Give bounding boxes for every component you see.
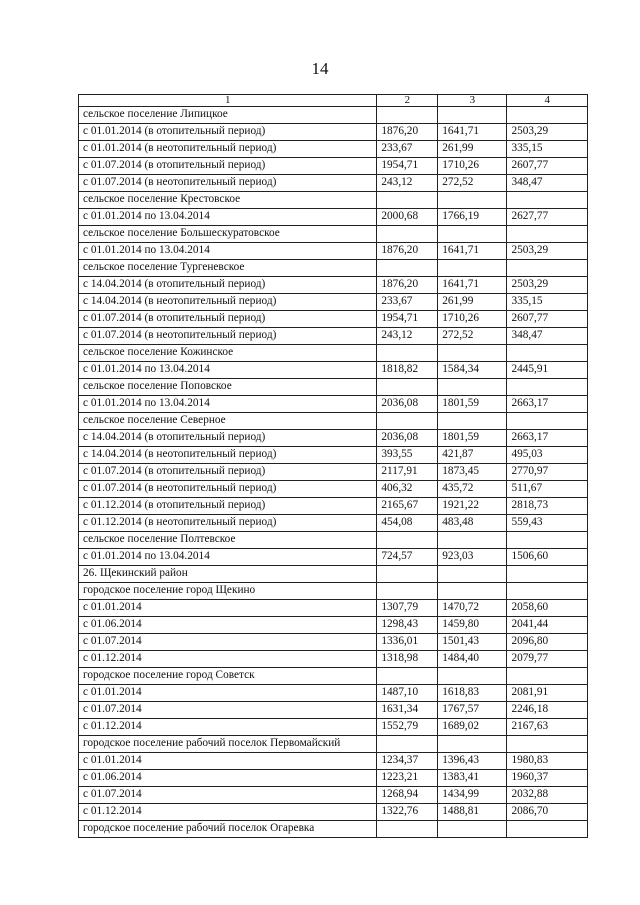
section-row: [79, 379, 588, 396]
value-cell: 724,57: [377, 549, 438, 566]
value-cell: 1954,71: [377, 158, 438, 175]
period-label: с 01.01.2014: [79, 600, 377, 617]
value-cell: [507, 532, 588, 549]
value-cell: [507, 821, 588, 838]
value-cell: 272,52: [438, 175, 507, 192]
table-row: [79, 124, 588, 141]
value-cell: 2165,67: [377, 498, 438, 515]
value-cell: [438, 413, 507, 430]
value-cell: [377, 583, 438, 600]
value-cell: 1584,34: [438, 362, 507, 379]
value-cell: [438, 107, 507, 124]
value-cell: 1954,71: [377, 311, 438, 328]
period-label: с 14.04.2014 (в отопительный период): [79, 277, 377, 294]
section-label: сельское поселение Крестовское: [79, 192, 377, 209]
value-cell: [438, 226, 507, 243]
section-label: сельское поселение Кожинское: [79, 345, 377, 362]
period-label: с 01.01.2014: [79, 753, 377, 770]
section-label: 26. Щекинский район: [79, 566, 377, 583]
section-label: сельское поселение Северное: [79, 413, 377, 430]
section-label: сельское поселение Большескуратовское: [79, 226, 377, 243]
value-cell: 2503,29: [507, 124, 588, 141]
value-cell: 1641,71: [438, 243, 507, 260]
value-cell: 261,99: [438, 294, 507, 311]
value-cell: 2096,80: [507, 634, 588, 651]
value-cell: [507, 566, 588, 583]
period-label: с 01.07.2014 (в неотопительный период): [79, 175, 377, 192]
value-cell: 2167,63: [507, 719, 588, 736]
value-cell: 435,72: [438, 481, 507, 498]
value-cell: 2607,77: [507, 311, 588, 328]
value-cell: 335,15: [507, 294, 588, 311]
value-cell: 1484,40: [438, 651, 507, 668]
table-row: [79, 651, 588, 668]
value-cell: 1552,79: [377, 719, 438, 736]
table-row: [79, 158, 588, 175]
table-row: [79, 702, 588, 719]
table-row: [79, 498, 588, 515]
period-label: с 01.01.2014 (в неотопительный период): [79, 141, 377, 158]
value-cell: 1641,71: [438, 124, 507, 141]
value-cell: 1921,22: [438, 498, 507, 515]
value-cell: 2818,73: [507, 498, 588, 515]
value-cell: 421,87: [438, 447, 507, 464]
section-label: сельское поселение Липицкое: [79, 107, 377, 124]
value-cell: 1487,10: [377, 685, 438, 702]
table-row: [79, 770, 588, 787]
value-cell: 2058,60: [507, 600, 588, 617]
value-cell: [377, 379, 438, 396]
value-cell: 243,12: [377, 328, 438, 345]
value-cell: 243,12: [377, 175, 438, 192]
value-cell: [377, 821, 438, 838]
value-cell: 1268,94: [377, 787, 438, 804]
period-label: с 01.07.2014 (в отопительный период): [79, 158, 377, 175]
table-row: [79, 515, 588, 532]
section-label: сельское поселение Тургеневское: [79, 260, 377, 277]
period-label: с 01.07.2014 (в отопительный период): [79, 464, 377, 481]
value-cell: 1618,83: [438, 685, 507, 702]
period-label: с 14.04.2014 (в отопительный период): [79, 430, 377, 447]
period-label: с 01.07.2014: [79, 787, 377, 804]
period-label: с 14.04.2014 (в неотопительный период): [79, 447, 377, 464]
table-row: [79, 549, 588, 566]
value-cell: 1506,60: [507, 549, 588, 566]
period-label: с 01.06.2014: [79, 770, 377, 787]
value-cell: 1960,37: [507, 770, 588, 787]
value-cell: [377, 345, 438, 362]
value-cell: 2081,91: [507, 685, 588, 702]
section-row: [79, 226, 588, 243]
table-row: [79, 804, 588, 821]
table-row: [79, 617, 588, 634]
section-label: городское поселение рабочий поселок Огаревка: [79, 821, 377, 838]
period-label: с 01.07.2014 (в неотопительный период): [79, 328, 377, 345]
value-cell: [377, 226, 438, 243]
value-cell: 1873,45: [438, 464, 507, 481]
section-row: [79, 583, 588, 600]
section-row: [79, 566, 588, 583]
value-cell: 272,52: [438, 328, 507, 345]
value-cell: [507, 413, 588, 430]
value-cell: 1876,20: [377, 243, 438, 260]
value-cell: [438, 583, 507, 600]
period-label: с 01.07.2014: [79, 702, 377, 719]
value-cell: [377, 260, 438, 277]
value-cell: [377, 107, 438, 124]
value-cell: [377, 192, 438, 209]
value-cell: 1307,79: [377, 600, 438, 617]
section-row: [79, 736, 588, 753]
value-cell: 2445,91: [507, 362, 588, 379]
value-cell: [377, 532, 438, 549]
value-cell: 1980,83: [507, 753, 588, 770]
period-label: с 01.07.2014 (в отопительный период): [79, 311, 377, 328]
value-cell: [438, 566, 507, 583]
period-label: с 01.12.2014: [79, 804, 377, 821]
value-cell: [438, 821, 507, 838]
column-header-row: [79, 95, 588, 107]
value-cell: [438, 192, 507, 209]
period-label: с 01.12.2014: [79, 651, 377, 668]
value-cell: 511,67: [507, 481, 588, 498]
table-row: [79, 311, 588, 328]
value-cell: 1459,80: [438, 617, 507, 634]
value-cell: 1396,43: [438, 753, 507, 770]
column-header: 1: [79, 95, 377, 107]
table-row: [79, 787, 588, 804]
section-row: [79, 821, 588, 838]
value-cell: [438, 260, 507, 277]
table-row: [79, 719, 588, 736]
column-header: 2: [377, 95, 438, 107]
table-row: [79, 175, 588, 192]
period-label: с 01.12.2014 (в неотопительный период): [79, 515, 377, 532]
value-cell: 1223,21: [377, 770, 438, 787]
value-cell: [507, 736, 588, 753]
value-cell: 1641,71: [438, 277, 507, 294]
table-row: [79, 328, 588, 345]
value-cell: 1298,43: [377, 617, 438, 634]
value-cell: [507, 345, 588, 362]
value-cell: 2663,17: [507, 396, 588, 413]
table-row: [79, 396, 588, 413]
value-cell: [507, 260, 588, 277]
period-label: с 01.01.2014: [79, 685, 377, 702]
table-row: [79, 481, 588, 498]
tariff-table-body: [79, 95, 588, 838]
value-cell: 2503,29: [507, 277, 588, 294]
value-cell: 1767,57: [438, 702, 507, 719]
value-cell: [507, 668, 588, 685]
value-cell: 335,15: [507, 141, 588, 158]
table-row: [79, 634, 588, 651]
table-row: [79, 277, 588, 294]
page-number: 14: [311, 59, 329, 78]
value-cell: 559,43: [507, 515, 588, 532]
table-row: [79, 753, 588, 770]
value-cell: 2041,44: [507, 617, 588, 634]
table-row: [79, 600, 588, 617]
value-cell: 1689,02: [438, 719, 507, 736]
value-cell: [377, 413, 438, 430]
section-row: [79, 260, 588, 277]
value-cell: 1710,26: [438, 311, 507, 328]
period-label: с 01.01.2014 (в отопительный период): [79, 124, 377, 141]
table-row: [79, 464, 588, 481]
value-cell: [507, 192, 588, 209]
section-row: [79, 532, 588, 549]
value-cell: [507, 379, 588, 396]
value-cell: 1818,82: [377, 362, 438, 379]
value-cell: 233,67: [377, 141, 438, 158]
table-row: [79, 294, 588, 311]
value-cell: 923,03: [438, 549, 507, 566]
value-cell: 2036,08: [377, 430, 438, 447]
value-cell: 2117,91: [377, 464, 438, 481]
value-cell: 2246,18: [507, 702, 588, 719]
value-cell: [438, 532, 507, 549]
column-header: 3: [438, 95, 507, 107]
period-label: с 01.06.2014: [79, 617, 377, 634]
period-label: с 01.01.2014 по 13.04.2014: [79, 396, 377, 413]
value-cell: [377, 668, 438, 685]
value-cell: 495,03: [507, 447, 588, 464]
table-row: [79, 447, 588, 464]
value-cell: 393,55: [377, 447, 438, 464]
table-row: [79, 430, 588, 447]
section-label: городское поселение рабочий поселок Первомайский: [79, 736, 377, 753]
section-label: сельское поселение Полтевское: [79, 532, 377, 549]
value-cell: 454,08: [377, 515, 438, 532]
section-label: сельское поселение Поповское: [79, 379, 377, 396]
value-cell: [438, 345, 507, 362]
section-label: городское поселение город Щекино: [79, 583, 377, 600]
period-label: с 14.04.2014 (в неотопительный период): [79, 294, 377, 311]
value-cell: 406,32: [377, 481, 438, 498]
value-cell: 1470,72: [438, 600, 507, 617]
table-row: [79, 243, 588, 260]
value-cell: 1434,99: [438, 787, 507, 804]
value-cell: [438, 668, 507, 685]
value-cell: 2770,97: [507, 464, 588, 481]
table-row: [79, 209, 588, 226]
period-label: с 01.01.2014 по 13.04.2014: [79, 243, 377, 260]
value-cell: [438, 736, 507, 753]
section-label: городское поселение город Советск: [79, 668, 377, 685]
table-row: [79, 141, 588, 158]
period-label: с 01.01.2014 по 13.04.2014: [79, 549, 377, 566]
value-cell: 2607,77: [507, 158, 588, 175]
value-cell: 2503,29: [507, 243, 588, 260]
value-cell: [507, 226, 588, 243]
section-row: [79, 107, 588, 124]
value-cell: 1322,76: [377, 804, 438, 821]
value-cell: 1710,26: [438, 158, 507, 175]
value-cell: 2079,77: [507, 651, 588, 668]
section-row: [79, 413, 588, 430]
value-cell: 348,47: [507, 175, 588, 192]
value-cell: 1801,59: [438, 396, 507, 413]
tariff-table: [78, 94, 588, 838]
column-header: 4: [507, 95, 588, 107]
value-cell: [507, 583, 588, 600]
value-cell: 1631,34: [377, 702, 438, 719]
value-cell: [507, 107, 588, 124]
value-cell: 2036,08: [377, 396, 438, 413]
period-label: с 01.01.2014 по 13.04.2014: [79, 209, 377, 226]
section-row: [79, 345, 588, 362]
value-cell: 1501,43: [438, 634, 507, 651]
value-cell: 1234,37: [377, 753, 438, 770]
section-row: [79, 192, 588, 209]
value-cell: 1766,19: [438, 209, 507, 226]
period-label: с 01.07.2014 (в неотопительный период): [79, 481, 377, 498]
value-cell: 2627,77: [507, 209, 588, 226]
period-label: с 01.07.2014: [79, 634, 377, 651]
value-cell: 1336,01: [377, 634, 438, 651]
section-row: [79, 668, 588, 685]
period-label: с 01.01.2014 по 13.04.2014: [79, 362, 377, 379]
value-cell: 2000,68: [377, 209, 438, 226]
value-cell: 1801,59: [438, 430, 507, 447]
value-cell: 348,47: [507, 328, 588, 345]
value-cell: 483,48: [438, 515, 507, 532]
value-cell: 233,67: [377, 294, 438, 311]
value-cell: [377, 736, 438, 753]
value-cell: 2032,88: [507, 787, 588, 804]
table-row: [79, 362, 588, 379]
period-label: с 01.12.2014 (в отопительный период): [79, 498, 377, 515]
value-cell: [438, 379, 507, 396]
value-cell: 2086,70: [507, 804, 588, 821]
period-label: с 01.12.2014: [79, 719, 377, 736]
value-cell: 1383,41: [438, 770, 507, 787]
value-cell: 1318,98: [377, 651, 438, 668]
value-cell: 1488,81: [438, 804, 507, 821]
value-cell: 1876,20: [377, 124, 438, 141]
value-cell: 1876,20: [377, 277, 438, 294]
value-cell: 2663,17: [507, 430, 588, 447]
value-cell: 261,99: [438, 141, 507, 158]
table-row: [79, 685, 588, 702]
value-cell: [377, 566, 438, 583]
